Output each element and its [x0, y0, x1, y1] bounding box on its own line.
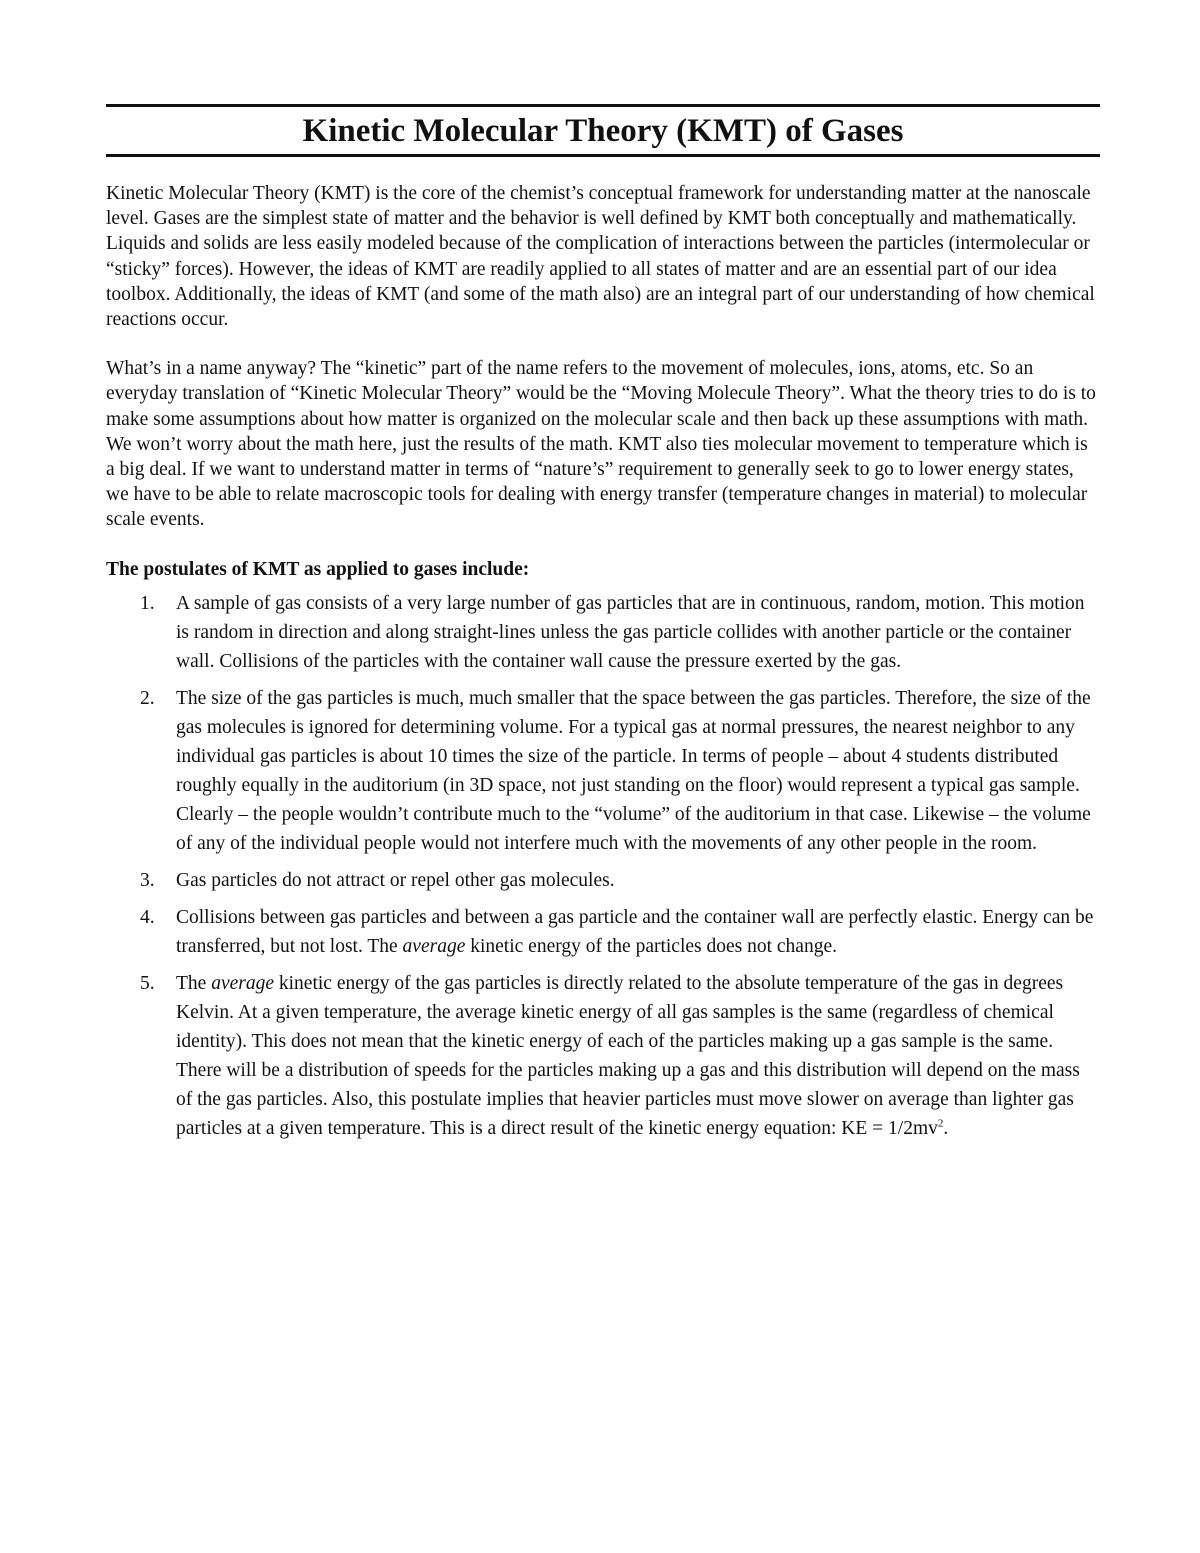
postulates-list — [106, 589, 1100, 1143]
list-item — [106, 969, 1100, 1143]
postulates-heading: The postulates of KMT as applied to gases include: — [106, 558, 530, 580]
list-item-text — [176, 973, 1080, 1139]
page-title: Kinetic Molecular Theory (KMT) of Gases — [302, 113, 904, 149]
list-number: 3. — [140, 869, 155, 891]
list-item — [106, 866, 1100, 895]
intro-section — [106, 181, 1100, 533]
text-run: The — [176, 972, 212, 994]
list-number: 2. — [140, 687, 155, 709]
text-run: kinetic energy of the gas particles is directly related to the absolute temperature of the gas in degrees Kelvin. At a given temperature, the average kinetic energy of all gas samples is the same (regardless of chemical identity). This does not mean that the kinetic energy of each of the particles making up a gas sample is the same. There will be a distribution of speeds for the particles making up a gas and this distribution will depend on the mass of the gas particles. Also, this postulate implies that heavier particles must move slower on average than lighter gas particles at a given temperature. This is a direct result of the kinetic energy equation: KE = 1/2mv — [176, 972, 1080, 1139]
list-item — [106, 684, 1100, 858]
text-run: . — [943, 1117, 949, 1139]
intro-paragraph: Kinetic Molecular Theory (KMT) is the core of the chemist’s conceptual framework for understanding matter at the nanoscale level. Gases are the simplest state of matter and the behavior is well defined by KMT both conceptually and mathematically. Liquids and solids are less easily modeled because of the complication of interactions between the particles (intermolecular or “sticky” forces). However, the ideas of KMT are readily applied to all states of matter and are an essential part of our idea toolbox. Additionally, the ideas of KMT (and some of the math also) are an integral part of our understanding of how chemical reactions occur. — [106, 183, 1095, 331]
emphasis-average: average — [402, 935, 466, 957]
text-run: kinetic energy of the particles does not change. — [465, 935, 837, 957]
list-item — [106, 903, 1100, 961]
list-item — [106, 589, 1100, 676]
list-item-text: The size of the gas particles is much, much smaller that the space between the gas particles. Therefore, the size of the gas molecules is ignored for determining volume. For a typical gas at normal pressures, the nearest neighbor to any individual gas particles is about 10 times the size of the particle. In terms of people – about 4 students distributed roughly equally in the auditorium (in 3D space, not just standing on the floor) would represent a typical gas sample. Clearly – the people wouldn’t contribute much to the “volume” of the auditorium in that case. Likewise – the volume of any of the individual people would not interfere much with the movements of any other people in the room. — [176, 687, 1091, 854]
list-item-text — [176, 907, 1093, 957]
list-number: 1. — [140, 592, 155, 614]
list-number: 4. — [140, 906, 155, 928]
text-run: Collisions between gas particles and between a gas particle and the container wall are perfectly elastic. Energy can be transferred, but not lost. The — [176, 906, 1094, 957]
document-page — [106, 104, 1100, 1151]
title-rule-bottom — [106, 154, 1100, 157]
list-item-text: A sample of gas consists of a very large number of gas particles that are in continuous, random, motion. This motion is random in direction and along straight-lines unless the gas particle collides with another particle or the container wall. Collisions of the particles with the container wall cause the pressure exerted by the gas. — [176, 592, 1085, 672]
list-item-text: Gas particles do not attract or repel other gas molecules. — [176, 869, 615, 891]
exponent-superscript: 2 — [937, 1117, 944, 1130]
list-number: 5. — [140, 972, 155, 994]
intro-paragraph: What’s in a name anyway? The “kinetic” part of the name refers to the movement of molecules, ions, atoms, etc. So an everyday translation of “Kinetic Molecular Theory” would be the “Moving Molecule Theory”. What the theory tries to do is to make some assumptions about how matter is organized on the molecular scale and then back up these assumptions with math. We won’t worry about the math here, just the results of the math. KMT also ties molecular movement to temperature which is a big deal. If we want to understand matter in terms of “nature’s” requirement to generally seek to go to lower energy states, we have to be able to relate macroscopic tools for dealing with energy transfer (temperature changes in material) to molecular scale events. — [106, 358, 1096, 531]
emphasis-average: average — [211, 972, 275, 994]
